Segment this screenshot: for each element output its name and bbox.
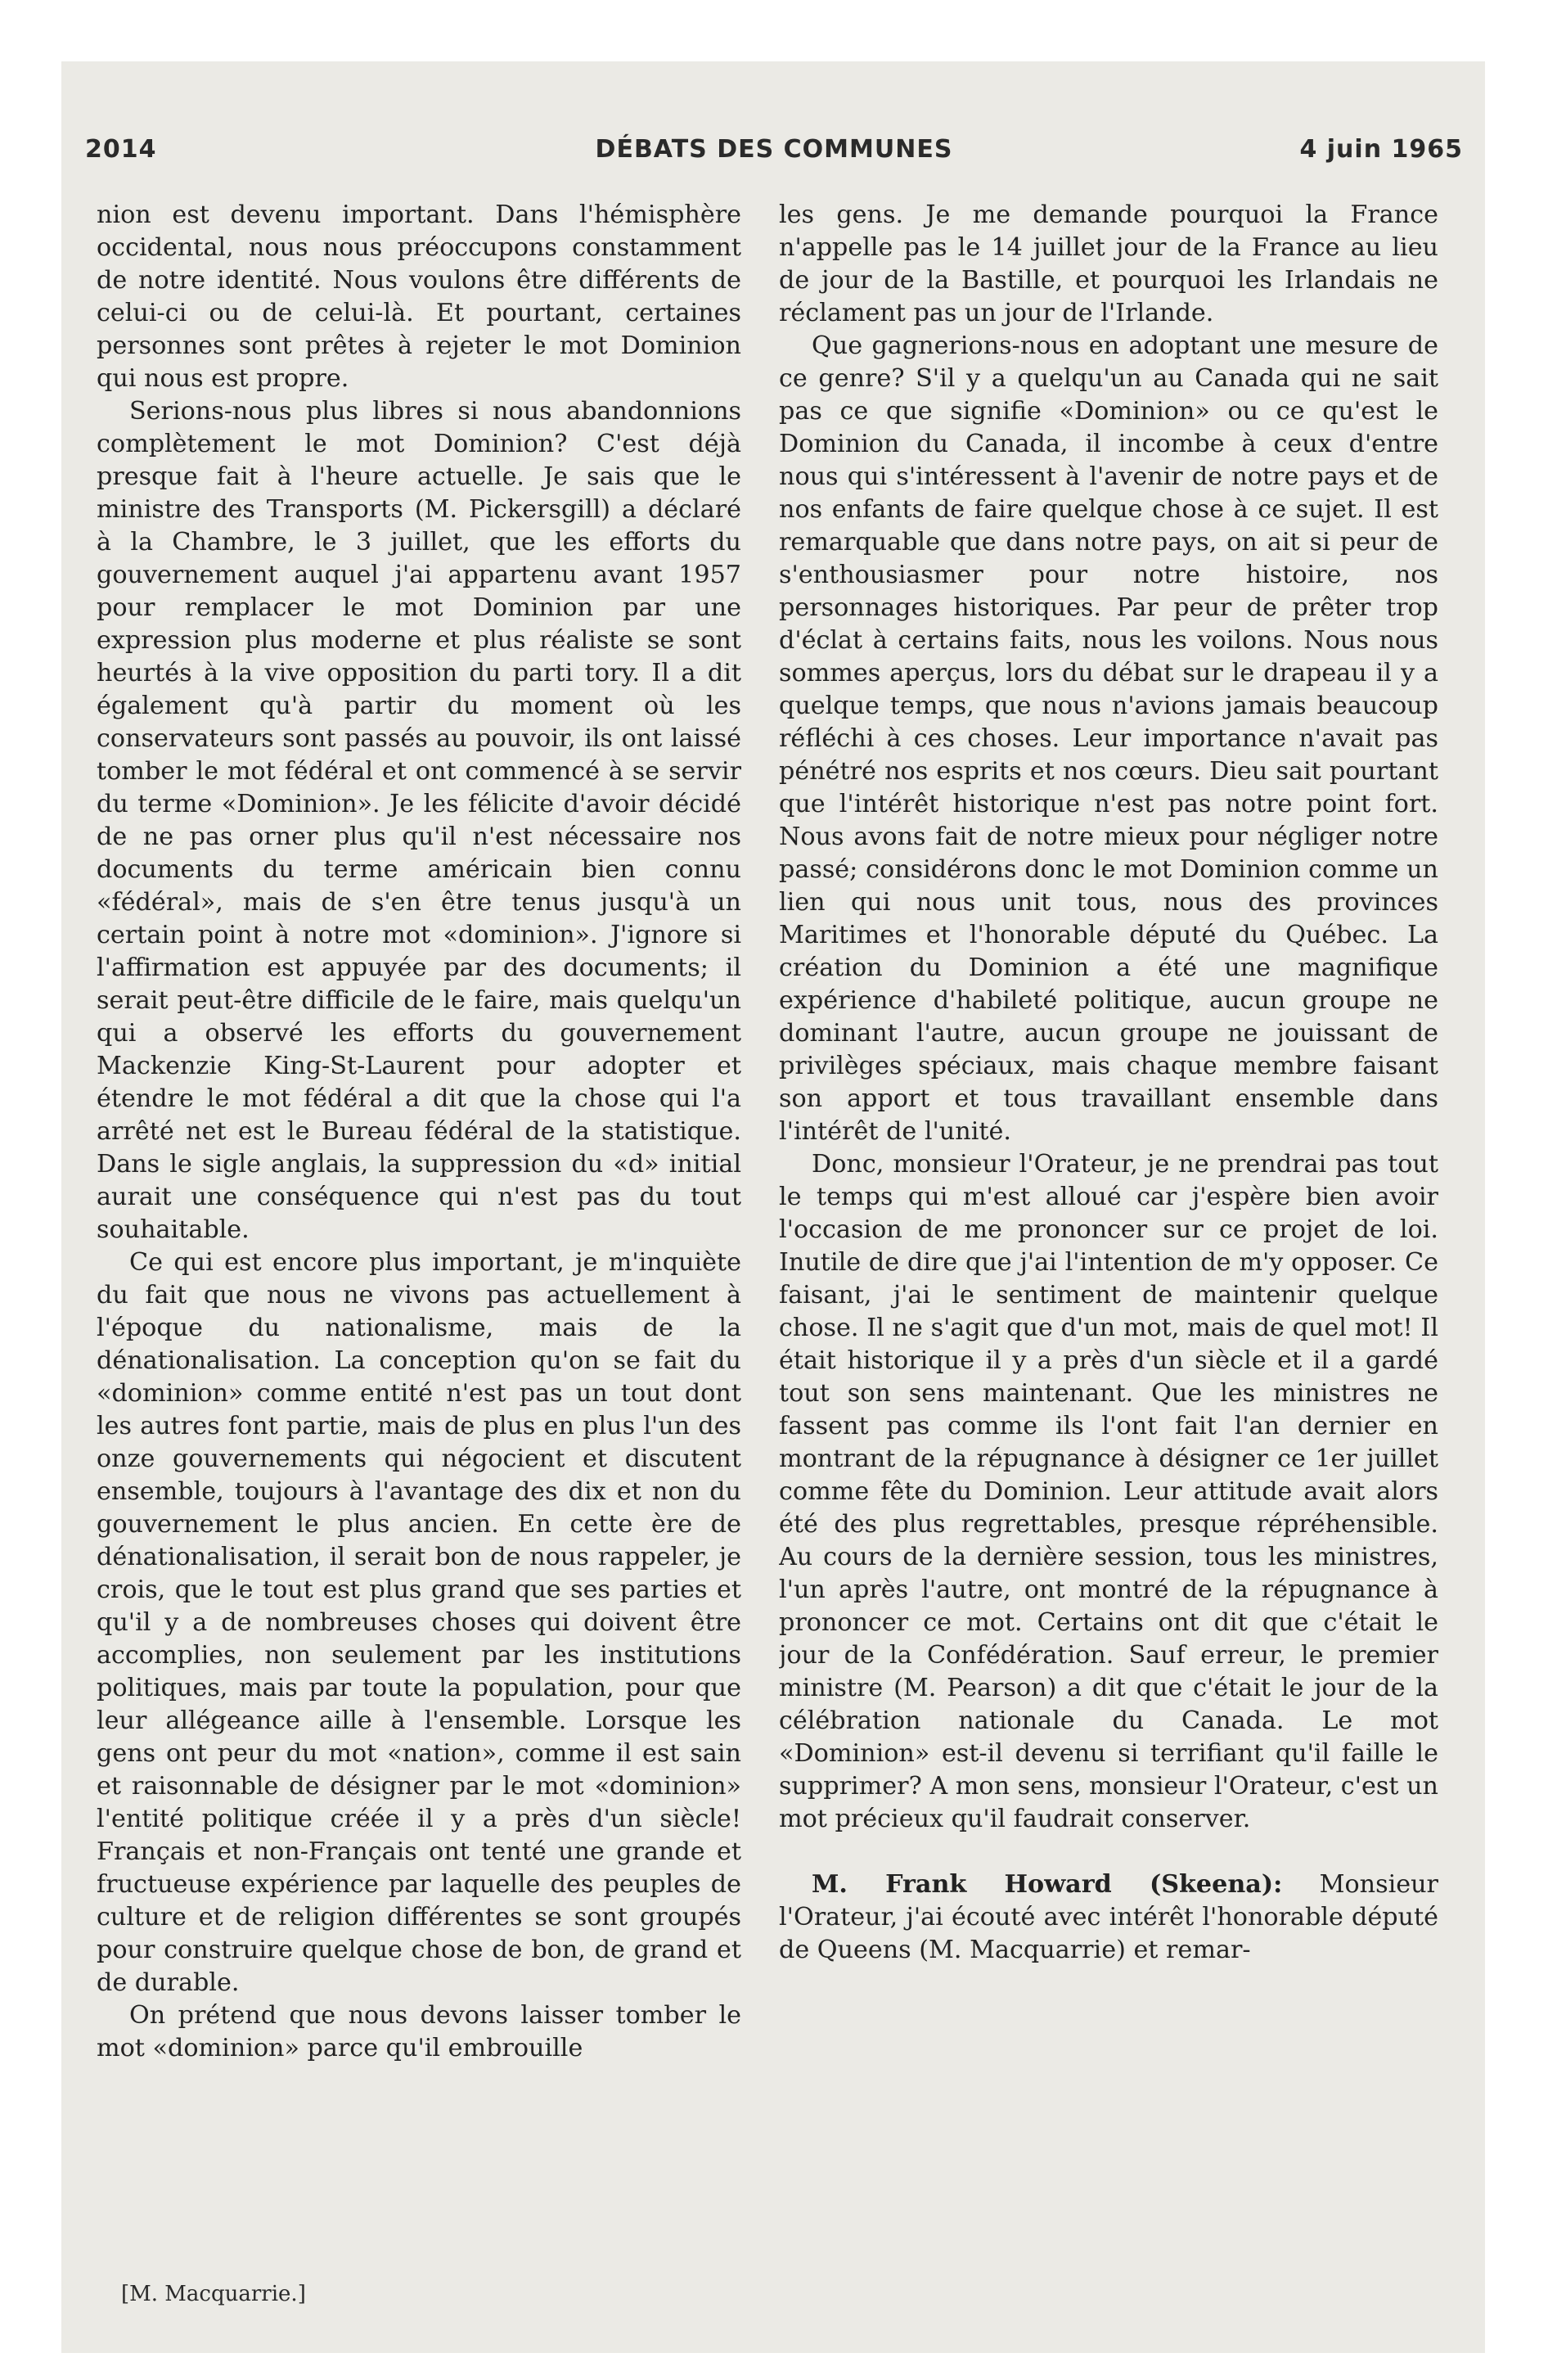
speech-text: Monsieur l'Orateur, j'ai écouté avec intérêt l'honorable député de Queens (M. Macquarrie) et remar- [779, 1870, 1438, 1964]
page-date: 4 juin 1965 [1299, 135, 1463, 164]
publication-title: DÉBATS DES COMMUNES [595, 135, 953, 164]
paragraph: Serions-nous plus libres si nous abandonnions complètement le mot Dominion? C'est déjà presque fait à l'heure actuelle. Je sais que le ministre des Transports (M. Pickersgill) a déclaré à la Chambre, le 3 juillet, que les efforts du gouvernement auquel j'ai appartenu avant 1957 pour remplacer le mot Dominion par une expression plus moderne et plus réaliste se sont heurtés à la vive opposition du parti tory. Il a dit également qu'à partir du moment où les conservateurs sont passés au pouvoir, ils ont laissé tomber le mot fédéral et ont commencé à se servir du terme «Dominion». Je les félicite d'avoir décidé de ne pas orner plus qu'il n'est nécessaire nos documents du terme américain bien connu «fédéral», mais de s'en être tenus jusqu'à un certain point à notre mot «dominion». J'ignore si l'affirmation est appuyée par des documents; il serait peut-être difficile de le faire, mais quelqu'un qui a observé les efforts du gouvernement Mackenzie King-St-Laurent pour adopter et étendre le mot fédéral a dit que la chose qui l'a arrêté net est le Bureau fédéral de la statistique. Dans le sigle anglais, la suppression du «d» initial aurait une conséquence qui n'est pas du tout souhaitable. [97, 397, 741, 1244]
paragraph: nion est devenu important. Dans l'hémisphère occidental, nous nous préoccupons constamment de notre identité. Nous voulons être différents de celui-ci ou de celui-là. Et pourtant, certaines personnes sont prêtes à rejeter le mot Dominion qui nous est propre. [97, 201, 741, 393]
paragraph: les gens. Je me demande pourquoi la France n'appelle pas le 14 juillet jour de la France au lieu de jour de la Bastille, et pourquoi les Irlandais ne réclament pas un jour de l'Irlande. [779, 201, 1438, 327]
page-number: 2014 [85, 135, 157, 164]
paragraph: Ce qui est encore plus important, je m'inquiète du fait que nous ne vivons pas actuellement à l'époque du nationalisme, mais de la dénationalisation. La conception qu'on se fait du «dominion» comme entité n'est pas un tout dont les autres font partie, mais de plus en plus l'un des onze gouvernements qui négocient et discutent ensemble, toujours à l'avantage des dix et non du gouvernement le plus ancien. En cette ère de dénationalisation, il serait bon de nous rappeler, je crois, que le tout est plus grand que ses parties et qu'il y a de nombreuses choses qui doivent être accomplies, non seulement par les institutions politiques, mais par toute la population, pour que leur allégeance aille à l'ensemble. Lorsque les gens ont peur du mot «nation», comme il est sain et raisonnable de désigner par le mot «dominion» l'entité politique créée il y a près d'un siècle! Français et non-Français ont tenté une grande et fructueuse expérience par laquelle des peuples de culture et de religion différentes se sont groupés pour construire quelque chose de bon, de grand et de durable. [97, 1248, 741, 1997]
paragraph: Donc, monsieur l'Orateur, je ne prendrai pas tout le temps qui m'est alloué car j'espère bien avoir l'occasion de me prononcer sur ce projet de loi. Inutile de dire que j'ai l'intention de m'y opposer. Ce faisant, j'ai le sentiment de maintenir quelque chose. Il ne s'agit que d'un mot, mais de quel mot! Il était historique il y a près d'un siècle et il a gardé tout son sens maintenant. Que les ministres ne fassent pas comme ils l'ont fait l'an dernier en montrant de la répugnance à désigner ce 1er juillet comme fête du Dominion. Leur attitude avait alors été des plus regrettables, presque répréhensible. Au cours de la dernière session, tous les ministres, l'un après l'autre, ont montré de la répugnance à prononcer ce mot. Certains ont dit que c'était le jour de la Confédération. Sauf erreur, le premier ministre (M. Pearson) a dit que c'était le jour de la célébration nationale du Canada. Le mot «Dominion» est-il devenu si terrifiant qu'il faille le supprimer? A mon sens, monsieur l'Orateur, c'est un mot précieux qu'il faudrait conserver. [779, 1150, 1438, 1833]
speaker-name: M. Frank Howard (Skeena): [812, 1870, 1283, 1899]
page-header [85, 135, 1463, 171]
left-column [97, 199, 741, 2253]
paragraph: Que gagnerions-nous en adoptant une mesure de ce genre? S'il y a quelqu'un au Canada qui ne sait pas ce que signifie «Dominion» ou ce qu'est le Dominion du Canada, il incombe à ceux d'entre nous qui s'intéressent à l'avenir de notre pays et de nos enfants de faire quelque chose à ce sujet. Il est remarquable que dans notre pays, on ait si peur de s'enthousiasmer pour notre histoire, nos personnages historiques. Par peur de prêter trop d'éclat à certains faits, nous les voilons. Nous nous sommes aperçus, lors du débat sur le drapeau il y a quelque temps, que nous n'avions jamais beaucoup réfléchi à ces choses. Leur importance n'avait pas pénétré nos esprits et nos cœurs. Dieu sait pourtant que l'intérêt historique n'est pas notre point fort. Nous avons fait de notre mieux pour négliger notre passé; considérons donc le mot Dominion comme un lien qui nous unit tous, nous des provinces Maritimes et l'honorable député du Québec. La création du Dominion a été une magnifique expérience d'habileté politique, aucun groupe ne dominant l'autre, aucun groupe ne jouissant de privilèges spéciaux, mais chaque membre faisant son apport et tous travaillant ensemble dans l'intérêt de l'unité. [779, 331, 1438, 1146]
speaker-signature: [M. Macquarrie.] [121, 2282, 306, 2306]
right-column [779, 199, 1438, 2253]
paragraph: On prétend que nous devons laisser tomber le mot «dominion» parce qu'il embrouille [97, 2001, 741, 2062]
speech-paragraph [779, 1868, 1438, 1967]
